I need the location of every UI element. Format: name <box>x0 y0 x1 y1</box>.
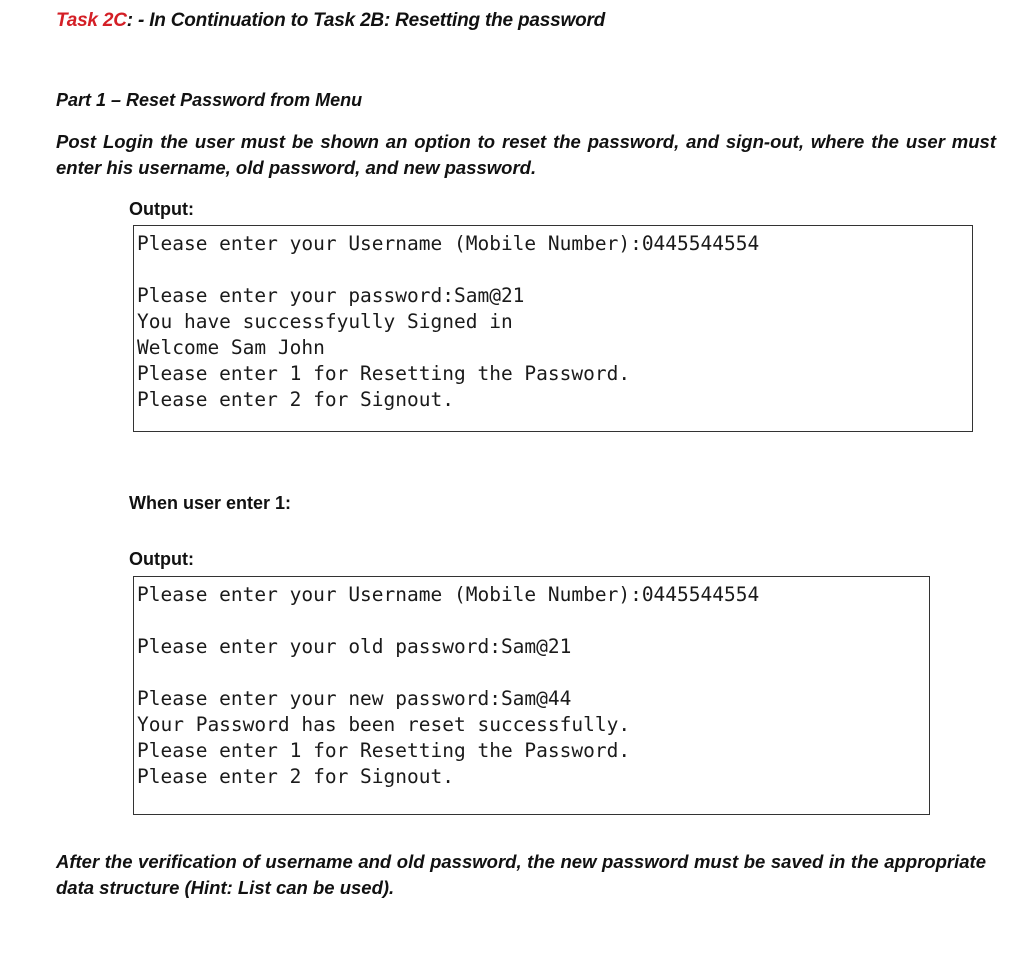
console-output-2 <box>133 576 930 815</box>
console-line <box>137 660 929 686</box>
console-output-1 <box>133 225 973 432</box>
console-line: Please enter your password:Sam@21 <box>137 284 525 307</box>
task-heading-prefix: Task 2C <box>56 10 127 31</box>
when-user-enter-label: When user enter 1: <box>129 493 292 513</box>
task-heading-rest: : - In Continuation to Task 2B: Resetting the password <box>126 10 606 31</box>
console-line: Please enter your old password:Sam@21 <box>137 635 572 658</box>
part-title: Part 1 – Reset Password from Menu <box>56 90 363 110</box>
part-description: Post Login the user must be shown an option to reset the password, and sign-out, where the user must enter his username, old password, and new password. <box>56 131 996 178</box>
console-line <box>137 608 929 634</box>
console-line: Your Password has been reset successfully. <box>137 713 631 736</box>
task-heading <box>56 10 605 32</box>
console-line: Please enter 1 for Resetting the Password. <box>137 739 631 762</box>
console-line: Please enter 1 for Resetting the Password. <box>137 362 631 385</box>
console-line: Welcome Sam John <box>137 336 325 359</box>
console-line: Please enter your Username (Mobile Number):0445544554 <box>137 232 760 255</box>
console-line: Please enter your new password:Sam@44 <box>137 687 572 710</box>
console-line: You have successfyully Signed in <box>137 310 513 333</box>
console-line <box>137 257 972 283</box>
output-label-1: Output: <box>129 199 194 219</box>
console-line: Please enter 2 for Signout. <box>137 388 454 411</box>
output-label-2: Output: <box>129 549 194 569</box>
console-line: Please enter 2 for Signout. <box>137 765 454 788</box>
console-line: Please enter your Username (Mobile Number):0445544554 <box>137 583 760 606</box>
footer-note: After the verification of username and old password, the new password must be saved in the appropriate data structure (Hint: List can be used). <box>56 851 986 898</box>
